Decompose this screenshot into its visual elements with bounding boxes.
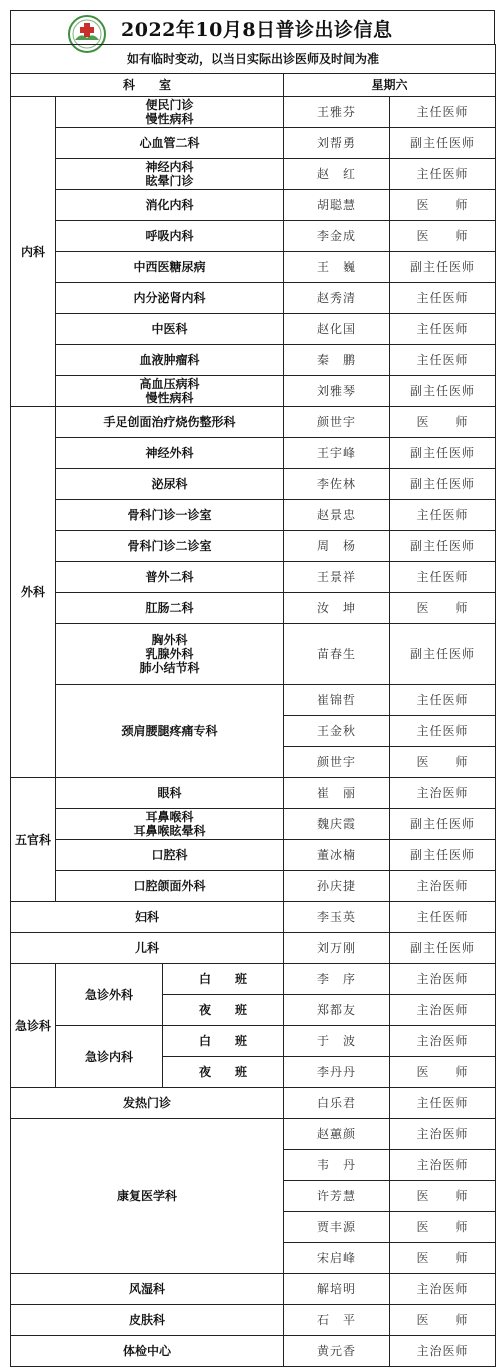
doctor-title: 主任医师 (390, 283, 496, 314)
doctor-title: 主治医师 (390, 964, 496, 995)
dept-cell: 泌尿科 (56, 469, 284, 500)
doctor-title: 医 师 (390, 1243, 496, 1274)
doctor-name: 解培明 (284, 1274, 390, 1305)
doctor-title: 主治医师 (390, 778, 496, 809)
doctor-name: 胡聪慧 (284, 190, 390, 221)
dept-cell: 康复医学科 (11, 1119, 284, 1274)
doctor-name: 孙庆捷 (284, 871, 390, 902)
doctor-name: 宋启峰 (284, 1243, 390, 1274)
shift-day: 白 班 (163, 964, 284, 995)
doctor-title: 主治医师 (390, 1274, 496, 1305)
doctor-name: 崔锦哲 (284, 685, 390, 716)
doctor-title: 主治医师 (390, 1150, 496, 1181)
dept-cell: 口腔科 (56, 840, 284, 871)
doctor-title: 主任医师 (390, 1088, 496, 1119)
group-jizhen: 急诊科 (11, 964, 56, 1088)
doctor-title: 医 师 (390, 593, 496, 624)
dept-cell: 内分泌肾内科 (56, 283, 284, 314)
doctor-title: 医 师 (390, 1181, 496, 1212)
header-dept: 科 室 (11, 74, 284, 97)
shift-day: 白 班 (163, 1026, 284, 1057)
dept-cell: 消化内科 (56, 190, 284, 221)
doctor-name: 周 杨 (284, 531, 390, 562)
doctor-name: 赵蕙颜 (284, 1119, 390, 1150)
dept-cell: 血液肿瘤科 (56, 345, 284, 376)
doctor-name: 董冰楠 (284, 840, 390, 871)
dept-cell: 皮肤科 (11, 1305, 284, 1336)
dept-cell: 风湿科 (11, 1274, 284, 1305)
doctor-title: 主任医师 (390, 314, 496, 345)
doctor-title: 主任医师 (390, 159, 496, 190)
doctor-title: 主治医师 (390, 1119, 496, 1150)
doctor-title: 主任医师 (390, 97, 496, 128)
doctor-title: 副主任医师 (390, 252, 496, 283)
dept-cell: 高血压病科 慢性病科 (56, 376, 284, 407)
doctor-name: 刘雅琴 (284, 376, 390, 407)
doctor-name: 汝 坤 (284, 593, 390, 624)
doctor-name: 李丹丹 (284, 1057, 390, 1088)
page-title: 2022年10月8日普诊出诊信息 (121, 19, 393, 41)
dept-cell: 神经外科 (56, 438, 284, 469)
dept-cell: 发热门诊 (11, 1088, 284, 1119)
doctor-title: 副主任医师 (390, 531, 496, 562)
doctor-name: 苗春生 (284, 624, 390, 685)
header-day: 星期六 (284, 74, 496, 97)
doctor-title: 副主任医师 (390, 469, 496, 500)
doctor-name: 赵化国 (284, 314, 390, 345)
doctor-title: 副主任医师 (390, 840, 496, 871)
doctor-name: 刘帮勇 (284, 128, 390, 159)
doctor-title: 主任医师 (390, 562, 496, 593)
dept-cell: 中医科 (56, 314, 284, 345)
doctor-title: 主治医师 (390, 1336, 496, 1367)
subgroup-jizhen-neike: 急诊内科 (56, 1026, 163, 1088)
group-wuguan: 五官科 (11, 778, 56, 902)
dept-cell: 耳鼻喉科 耳鼻喉眩晕科 (56, 809, 284, 840)
doctor-name: 刘万刚 (284, 933, 390, 964)
shift-night: 夜 班 (163, 1057, 284, 1088)
dept-cell: 神经内科 眩晕门诊 (56, 159, 284, 190)
doctor-title: 主任医师 (390, 685, 496, 716)
dept-cell: 口腔颌面外科 (56, 871, 284, 902)
doctor-name: 赵秀清 (284, 283, 390, 314)
doctor-title: 医 师 (390, 190, 496, 221)
notice-text: 如有临时变动，以当日实际出诊医师及时间为准 (11, 45, 496, 74)
dept-cell: 呼吸内科 (56, 221, 284, 252)
doctor-name: 赵景忠 (284, 500, 390, 531)
doctor-name: 魏庆霞 (284, 809, 390, 840)
dept-cell: 眼科 (56, 778, 284, 809)
group-waike: 外科 (11, 407, 56, 778)
group-neike: 内科 (11, 97, 56, 407)
doctor-title: 主任医师 (390, 345, 496, 376)
doctor-title: 主治医师 (390, 995, 496, 1026)
dept-cell: 颈肩腰腿疼痛专科 (56, 685, 284, 778)
doctor-name: 李金成 (284, 221, 390, 252)
doctor-name: 李 序 (284, 964, 390, 995)
doctor-name: 黄元香 (284, 1336, 390, 1367)
dept-cell: 心血管二科 (56, 128, 284, 159)
dept-cell: 骨科门诊二诊室 (56, 531, 284, 562)
doctor-title: 副主任医师 (390, 624, 496, 685)
doctor-title: 医 师 (390, 1305, 496, 1336)
doctor-title: 副主任医师 (390, 376, 496, 407)
schedule-table (10, 44, 496, 1367)
doctor-name: 石 平 (284, 1305, 390, 1336)
shift-night: 夜 班 (163, 995, 284, 1026)
doctor-title: 医 师 (390, 221, 496, 252)
dept-cell: 手足创面治疗烧伤整形科 (56, 407, 284, 438)
doctor-name: 李玉英 (284, 902, 390, 933)
doctor-name: 王宇峰 (284, 438, 390, 469)
doctor-title: 医 师 (390, 1057, 496, 1088)
doctor-name: 颜世宇 (284, 407, 390, 438)
dept-cell: 肛肠二科 (56, 593, 284, 624)
doctor-name: 王 巍 (284, 252, 390, 283)
doctor-name: 秦 鹏 (284, 345, 390, 376)
doctor-name: 王金秋 (284, 716, 390, 747)
doctor-name: 韦 丹 (284, 1150, 390, 1181)
doctor-name: 崔 丽 (284, 778, 390, 809)
dept-cell: 体检中心 (11, 1336, 284, 1367)
doctor-name: 贾丰源 (284, 1212, 390, 1243)
doctor-name: 许芳慧 (284, 1181, 390, 1212)
dept-cell: 儿科 (11, 933, 284, 964)
doctor-name: 王雅芬 (284, 97, 390, 128)
dept-cell: 普外二科 (56, 562, 284, 593)
dept-cell: 中西医糖尿病 (56, 252, 284, 283)
doctor-name: 李佐林 (284, 469, 390, 500)
doctor-title: 副主任医师 (390, 933, 496, 964)
doctor-title: 主治医师 (390, 1026, 496, 1057)
doctor-name: 郑都友 (284, 995, 390, 1026)
dept-cell: 骨科门诊一诊室 (56, 500, 284, 531)
doctor-name: 王景祥 (284, 562, 390, 593)
doctor-title: 主任医师 (390, 902, 496, 933)
doctor-title: 主治医师 (390, 871, 496, 902)
doctor-name: 白乐君 (284, 1088, 390, 1119)
doctor-title: 医 师 (390, 1212, 496, 1243)
doctor-title: 副主任医师 (390, 128, 496, 159)
doctor-name: 于 波 (284, 1026, 390, 1057)
doctor-title: 主任医师 (390, 500, 496, 531)
subgroup-jizhen-waike: 急诊外科 (56, 964, 163, 1026)
doctor-title: 主任医师 (390, 716, 496, 747)
dept-cell: 胸外科 乳腺外科 肺小结节科 (56, 624, 284, 685)
page-header (10, 10, 495, 44)
doctor-title: 医 师 (390, 747, 496, 778)
doctor-name: 颜世宇 (284, 747, 390, 778)
doctor-title: 副主任医师 (390, 438, 496, 469)
dept-cell: 便民门诊 慢性病科 (56, 97, 284, 128)
doctor-title: 医 师 (390, 407, 496, 438)
dept-cell: 妇科 (11, 902, 284, 933)
doctor-title: 副主任医师 (390, 809, 496, 840)
doctor-name: 赵 红 (284, 159, 390, 190)
